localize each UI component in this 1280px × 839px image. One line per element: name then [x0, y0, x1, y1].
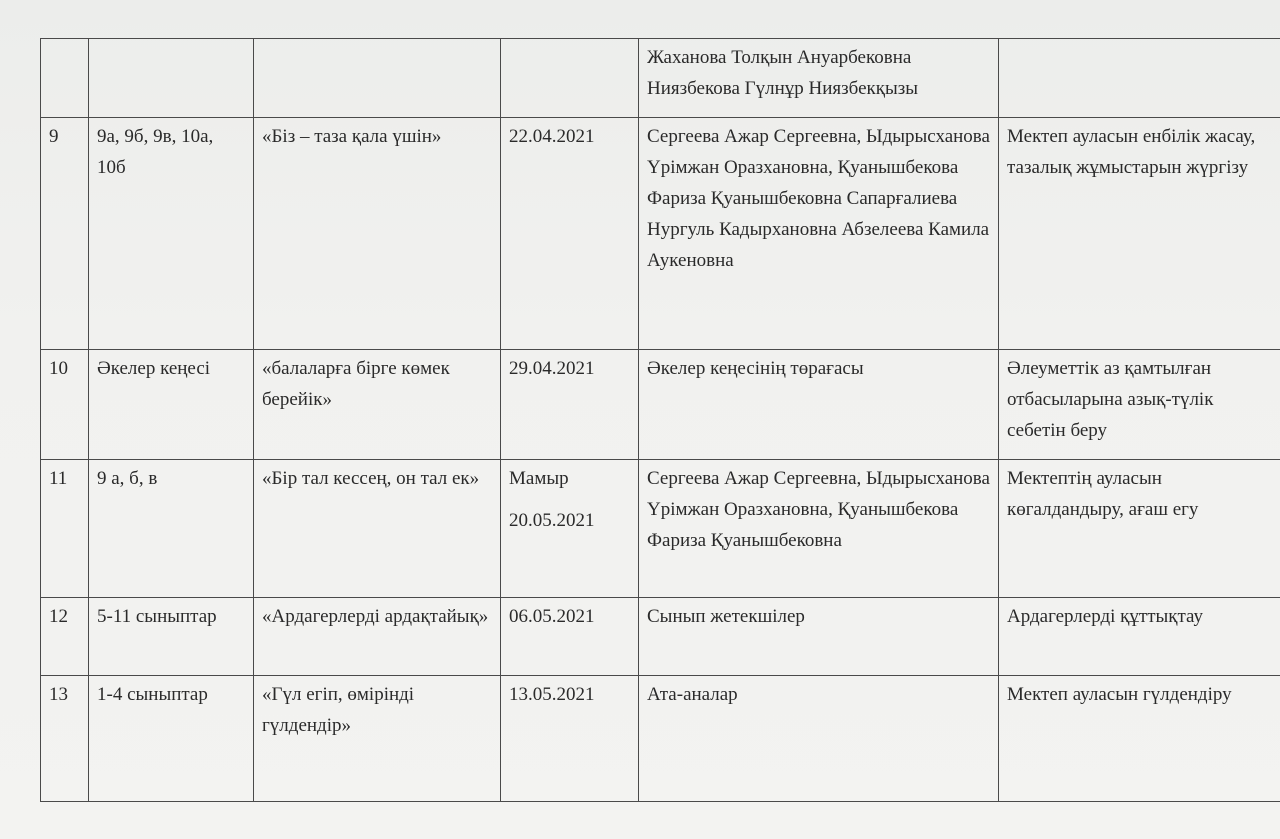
result-cell: [999, 39, 1280, 118]
responsible-cell: Әкелер кеңесінің төрағасы: [639, 350, 999, 460]
participants-cell: 9а, 9б, 9в, 10а, 10б: [89, 118, 254, 350]
event-cell: «Гүл егіп, өмірінді гүлдендір»: [254, 676, 501, 802]
result-cell: Мектеп ауласын енбілік жасау, тазалық жұмыстарын жүргізу: [999, 118, 1280, 350]
responsible-cell: Жаханова Толқын Ануарбековна Ниязбекова Гүлнұр Ниязбекқызы: [639, 39, 999, 118]
table-row: [41, 350, 1280, 460]
date-cell: 13.05.2021: [501, 676, 639, 802]
result-cell: Мектеп ауласын гүлдендіру: [999, 676, 1280, 802]
participants-cell: 5-11 сыныптар: [89, 598, 254, 676]
participants-cell: 9 а, б, в: [89, 460, 254, 598]
result-cell: Әлеуметтік аз қамтылған отбасыларына азық-түлік себетін беру: [999, 350, 1280, 460]
participants-cell: Әкелер кеңесі: [89, 350, 254, 460]
date-exact: 20.05.2021: [509, 510, 595, 531]
date-cell: 29.04.2021: [501, 350, 639, 460]
participants-cell: 1-4 сыныптар: [89, 676, 254, 802]
event-cell: «Ардагерлерді ардақтайық»: [254, 598, 501, 676]
row-number: [41, 39, 89, 118]
row-number: 9: [41, 118, 89, 350]
responsible-cell: Сынып жетекшілер: [639, 598, 999, 676]
responsible-cell: Сергеева Ажар Сергеевна, Ыдырысханова Үрімжан Оразхановна, Қуанышбекова Фариза Қуанышбековна Сапарғалиева Нургуль Кадырхановна Абзелеева Камила Аукеновна: [639, 118, 999, 350]
table-row: [41, 676, 1280, 802]
row-number: 13: [41, 676, 89, 802]
date-cell: 22.04.2021: [501, 118, 639, 350]
date-cell: [501, 39, 639, 118]
participants-cell: [89, 39, 254, 118]
table-row: [41, 460, 1280, 598]
row-number: 10: [41, 350, 89, 460]
result-cell: Ардагерлерді құттықтау: [999, 598, 1280, 676]
events-table: [40, 38, 1280, 802]
table-row: [41, 39, 1280, 118]
date-cell: [501, 460, 639, 598]
event-cell: [254, 39, 501, 118]
date-month: Мамыр: [509, 468, 569, 489]
responsible-cell: Сергеева Ажар Сергеевна, Ыдырысханова Үрімжан Оразхановна, Қуанышбекова Фариза Қуанышбековна: [639, 460, 999, 598]
result-cell: Мектептің ауласын көгалдандыру, ағаш егу: [999, 460, 1280, 598]
table-row: [41, 118, 1280, 350]
event-cell: «Біз – таза қала үшін»: [254, 118, 501, 350]
row-number: 11: [41, 460, 89, 598]
event-cell: «балаларға бірге көмек берейік»: [254, 350, 501, 460]
event-cell: «Бір тал кессең, он тал ек»: [254, 460, 501, 598]
date-cell: 06.05.2021: [501, 598, 639, 676]
row-number: 12: [41, 598, 89, 676]
responsible-cell: Ата-аналар: [639, 676, 999, 802]
table-row: [41, 598, 1280, 676]
